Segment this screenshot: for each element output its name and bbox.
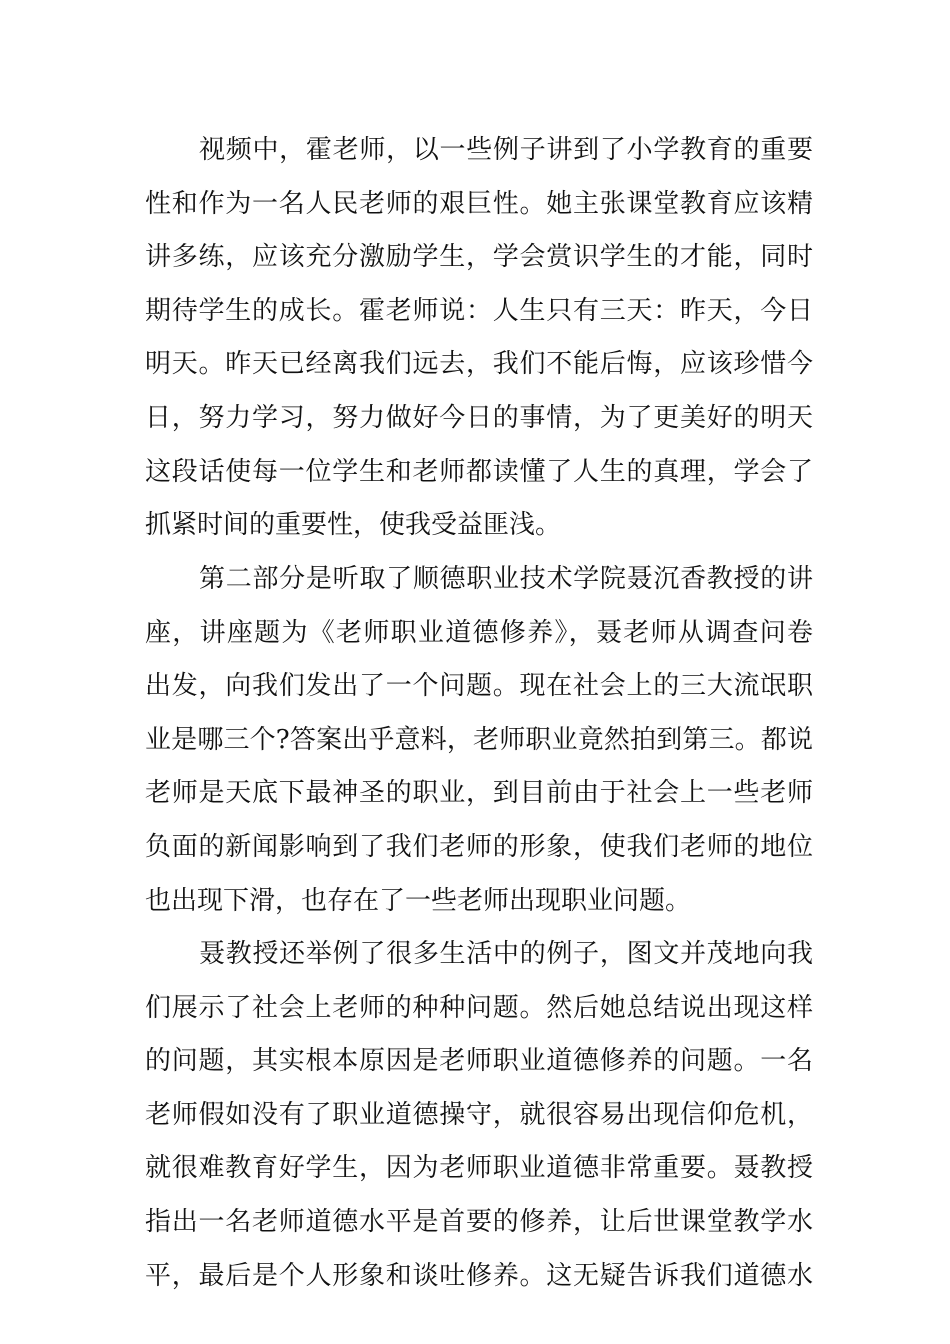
text-line: 视频中，霍老师，以一些例子讲到了小学教育的重要 [199, 135, 813, 165]
text-line: 就很难教育好学生，因为老师职业道德非常重要。聂教授 [145, 1153, 813, 1184]
text-line: 老师假如没有了职业道德操守，就很容易出现信仰危机， [145, 1099, 813, 1130]
text-line: 的问题，其实根本原因是老师职业道德修养的问题。一名 [145, 1046, 813, 1077]
text-line: 讲多练，应该充分激励学生，学会赏识学生的才能，同时 [145, 242, 813, 273]
text-line: 明天。昨天已经离我们远去，我们不能后悔，应该珍惜今 [145, 349, 813, 380]
paragraph-professor [145, 928, 813, 1303]
text-line: 指出一名老师道德水平是首要的修养，让后世课堂教学水 [145, 1206, 813, 1237]
text-line: 第二部分是听取了顺德职业技术学院聂沉香教授的讲 [199, 564, 813, 594]
text-line: 们展示了社会上老师的种种问题。然后她总结说出现这样 [145, 992, 813, 1023]
text-line: 老师是天底下最神圣的职业，到目前由于社会上一些老师 [145, 778, 813, 809]
text-line: 座，讲座题为《老师职业道德修养》，聂老师从调查问卷 [145, 617, 813, 648]
text-line: 出发，向我们发出了一个问题。现在社会上的三大流氓职 [145, 671, 813, 702]
text-line: 平，最后是个人形象和谈吐修养。这无疑告诉我们道德水 [145, 1260, 813, 1291]
text-line: 性和作为一名人民老师的艰巨性。她主张课堂教育应该精 [145, 188, 813, 219]
paragraph-video [145, 124, 813, 553]
text-line: 也出现下滑，也存在了一些老师出现职业问题。 [145, 885, 692, 916]
text-line: 负面的新闻影响到了我们老师的形象，使我们老师的地位 [145, 831, 813, 862]
text-line: 期待学生的成长。霍老师说：人生只有三天：昨天，今日 [145, 295, 813, 326]
text-line: 抓紧时间的重要性，使我受益匪浅。 [145, 510, 562, 541]
text-line: 聂教授还举例了很多生活中的例子，图文并茂地向我 [199, 939, 813, 969]
text-line: 这段话使每一位学生和老师都读懂了人生的真理，学会了 [145, 456, 813, 487]
text-line: 日，努力学习，努力做好今日的事情，为了更美好的明天 [145, 402, 813, 433]
text-line: 业是哪三个?答案出乎意料，老师职业竟然拍到第三。都说 [145, 724, 813, 755]
paragraph-lecture [145, 553, 813, 928]
